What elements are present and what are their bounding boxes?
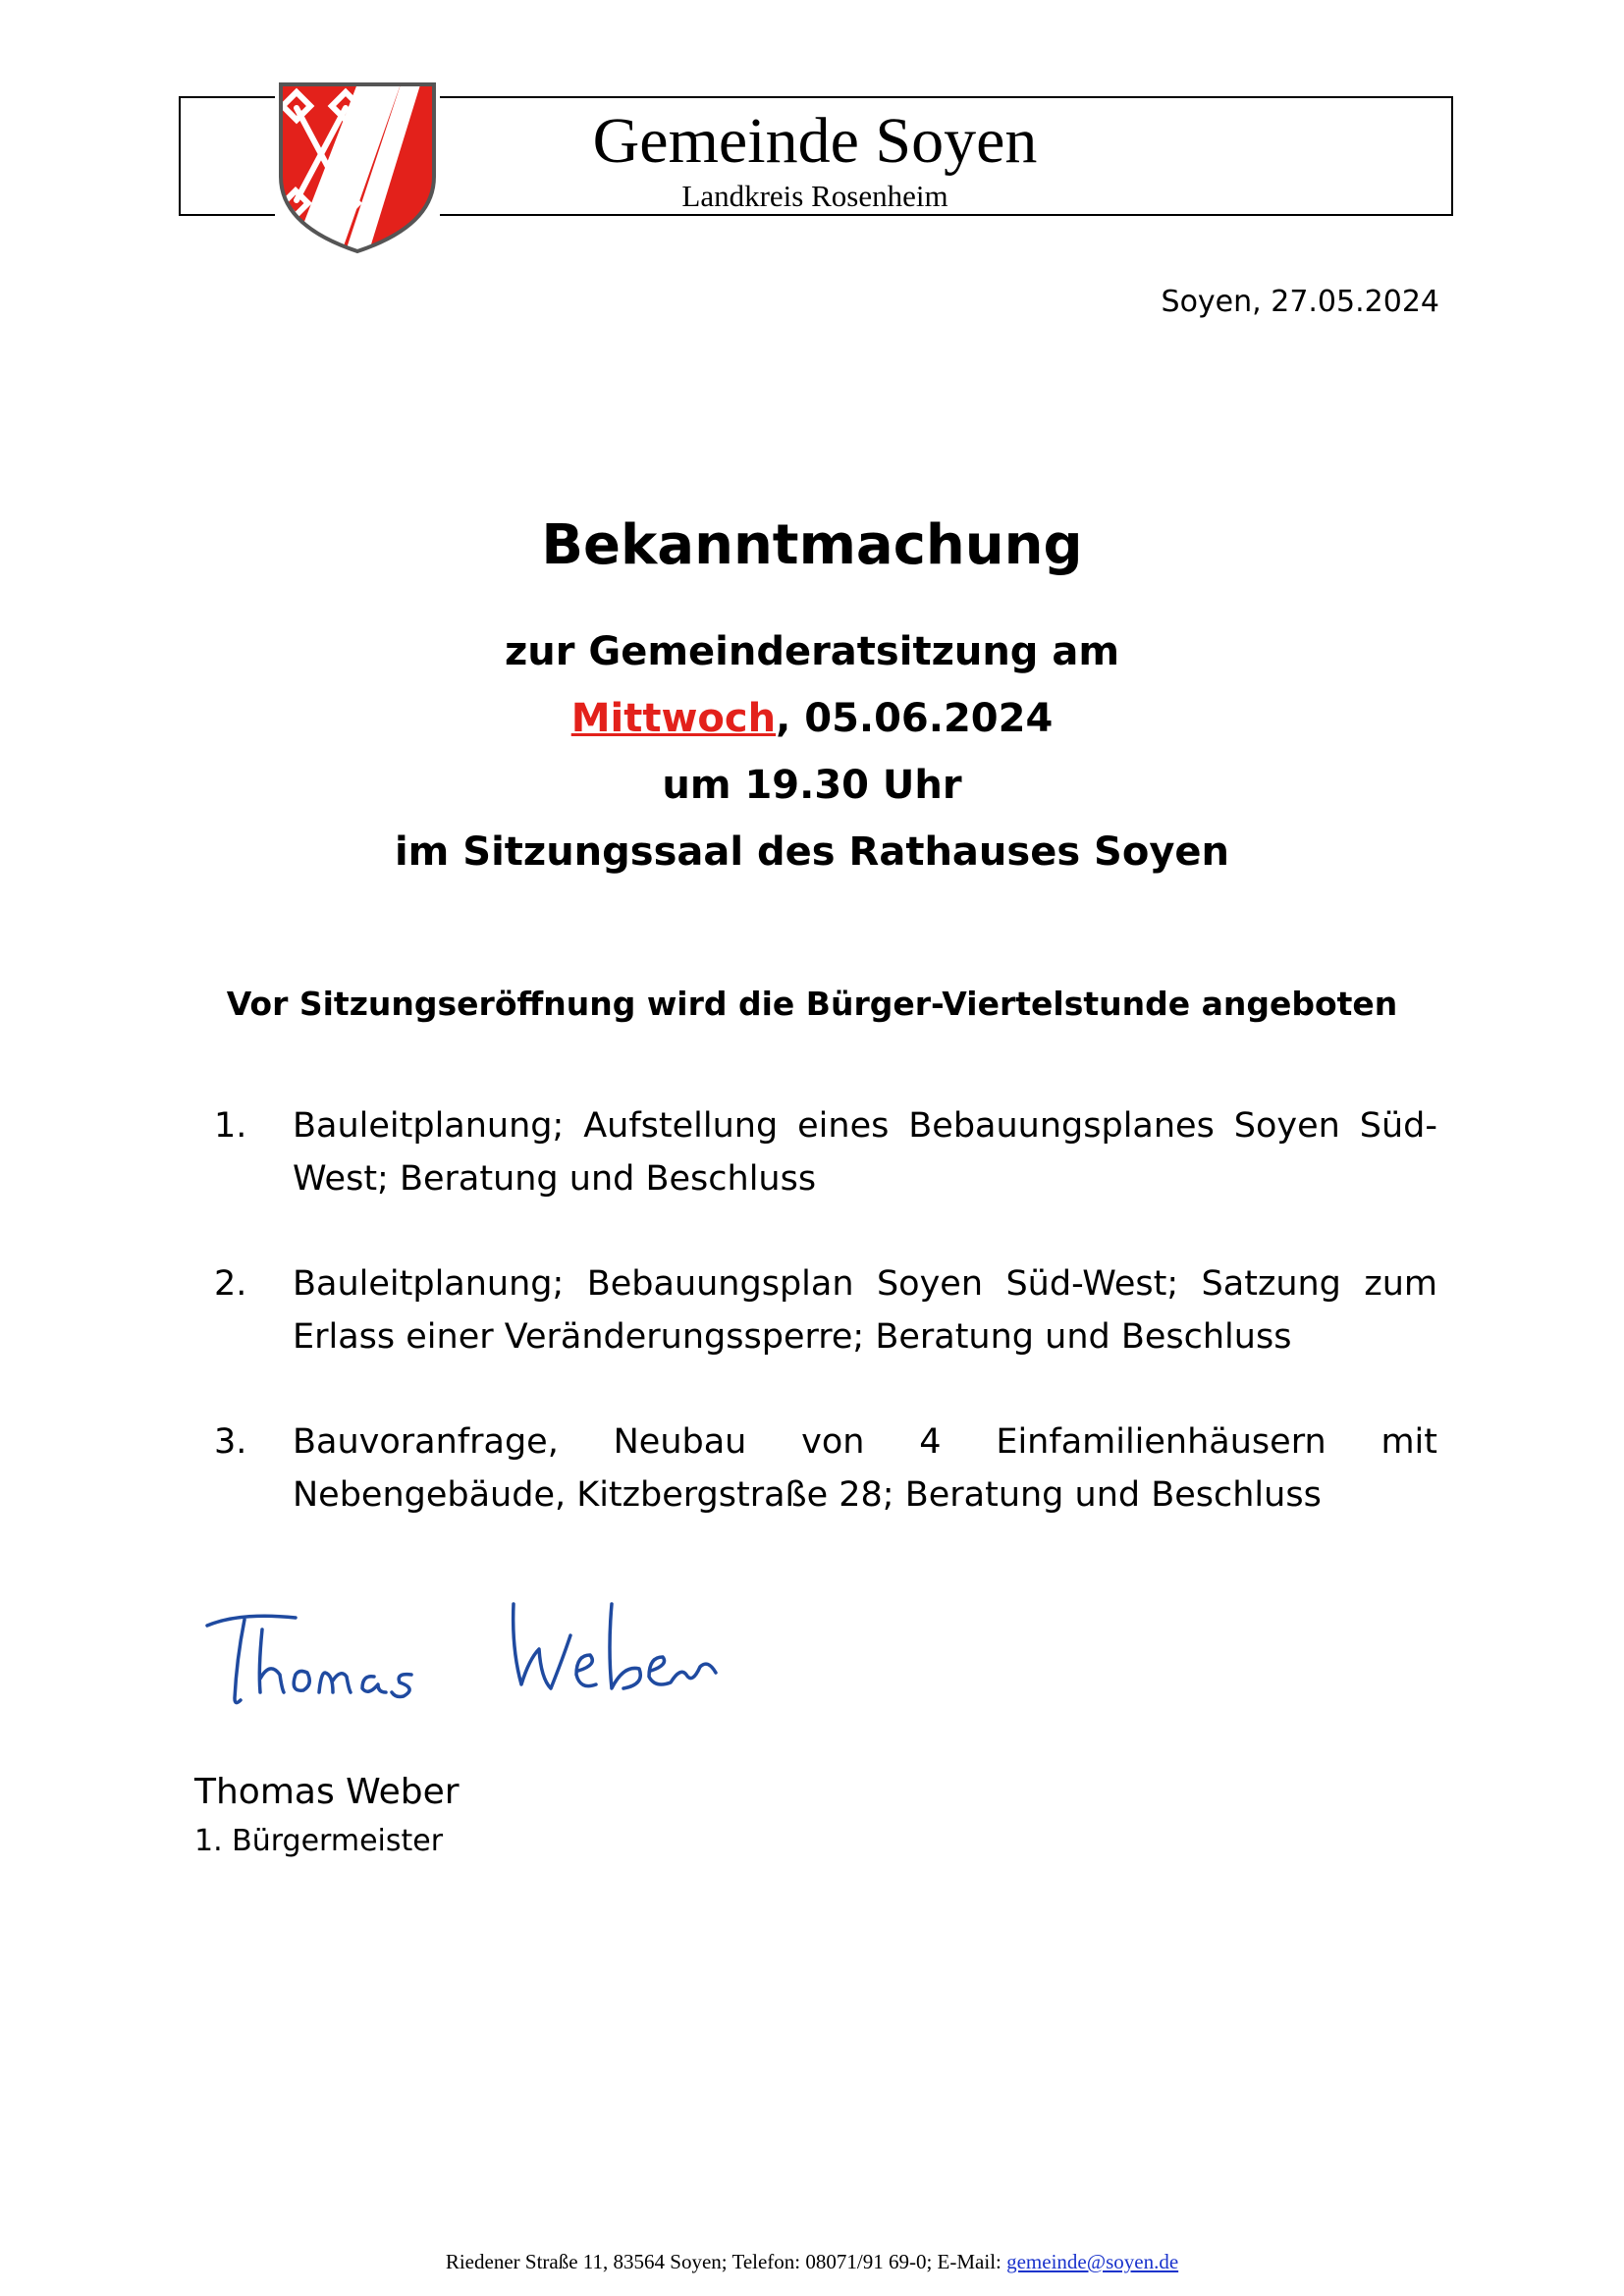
- meeting-intro: zur Gemeinderatsitzung am: [504, 629, 1120, 674]
- document-date: Soyen, 27.05.2024: [1161, 285, 1439, 319]
- agenda-list: [214, 1099, 1437, 1574]
- meeting-details: [0, 618, 1624, 885]
- meeting-weekday: Mittwoch: [570, 696, 777, 741]
- handwritten-signature: [201, 1590, 771, 1728]
- agenda-item: [214, 1257, 1437, 1363]
- coat-of-arms-icon: [275, 79, 440, 257]
- agenda-item-number: 3.: [214, 1422, 247, 1462]
- footer-address: Riedener Straße 11, 83564 Soyen; Telefon: 08071/91 69-0; E-Mail:: [445, 2250, 1007, 2273]
- signer-role: 1. Bürgermeister: [194, 1824, 444, 1858]
- organization-name: Gemeinde Soyen: [592, 105, 1038, 177]
- meeting-time: um 19.30 Uhr: [662, 763, 962, 808]
- agenda-item-text: Bauvoranfrage, Neubau von 4 Einfamilienhäusern mit Nebengebäude, Kitzbergstraße 28; Beratung und Beschluss: [293, 1422, 1437, 1515]
- agenda-item-number: 2.: [214, 1264, 247, 1304]
- meeting-location: im Sitzungssaal des Rathauses Soyen: [394, 829, 1230, 875]
- signer-name: Thomas Weber: [194, 1772, 460, 1812]
- agenda-item: [214, 1099, 1437, 1205]
- notice-title: Bekanntmachung: [541, 513, 1083, 577]
- pre-session-note: Vor Sitzungseröffnung wird die Bürger-Viertelstunde angeboten: [226, 985, 1398, 1023]
- agenda-item-text: Bauleitplanung; Bebauungsplan Soyen Süd-West; Satzung zum Erlass einer Veränderungssperre; Beratung und Beschluss: [293, 1264, 1437, 1357]
- agenda-item: [214, 1415, 1437, 1522]
- footer-contact: [0, 2248, 1624, 2275]
- organization-district: Landkreis Rosenheim: [681, 179, 948, 213]
- agenda-item-text: Bauleitplanung; Aufstellung eines Bebauungsplanes Soyen Süd-West; Beratung und Beschluss: [293, 1106, 1437, 1199]
- meeting-date-line: [0, 685, 1624, 752]
- footer-email-link[interactable]: gemeinde@soyen.de: [1006, 2250, 1179, 2273]
- meeting-date: , 05.06.2024: [776, 696, 1054, 741]
- agenda-item-number: 1.: [214, 1106, 247, 1146]
